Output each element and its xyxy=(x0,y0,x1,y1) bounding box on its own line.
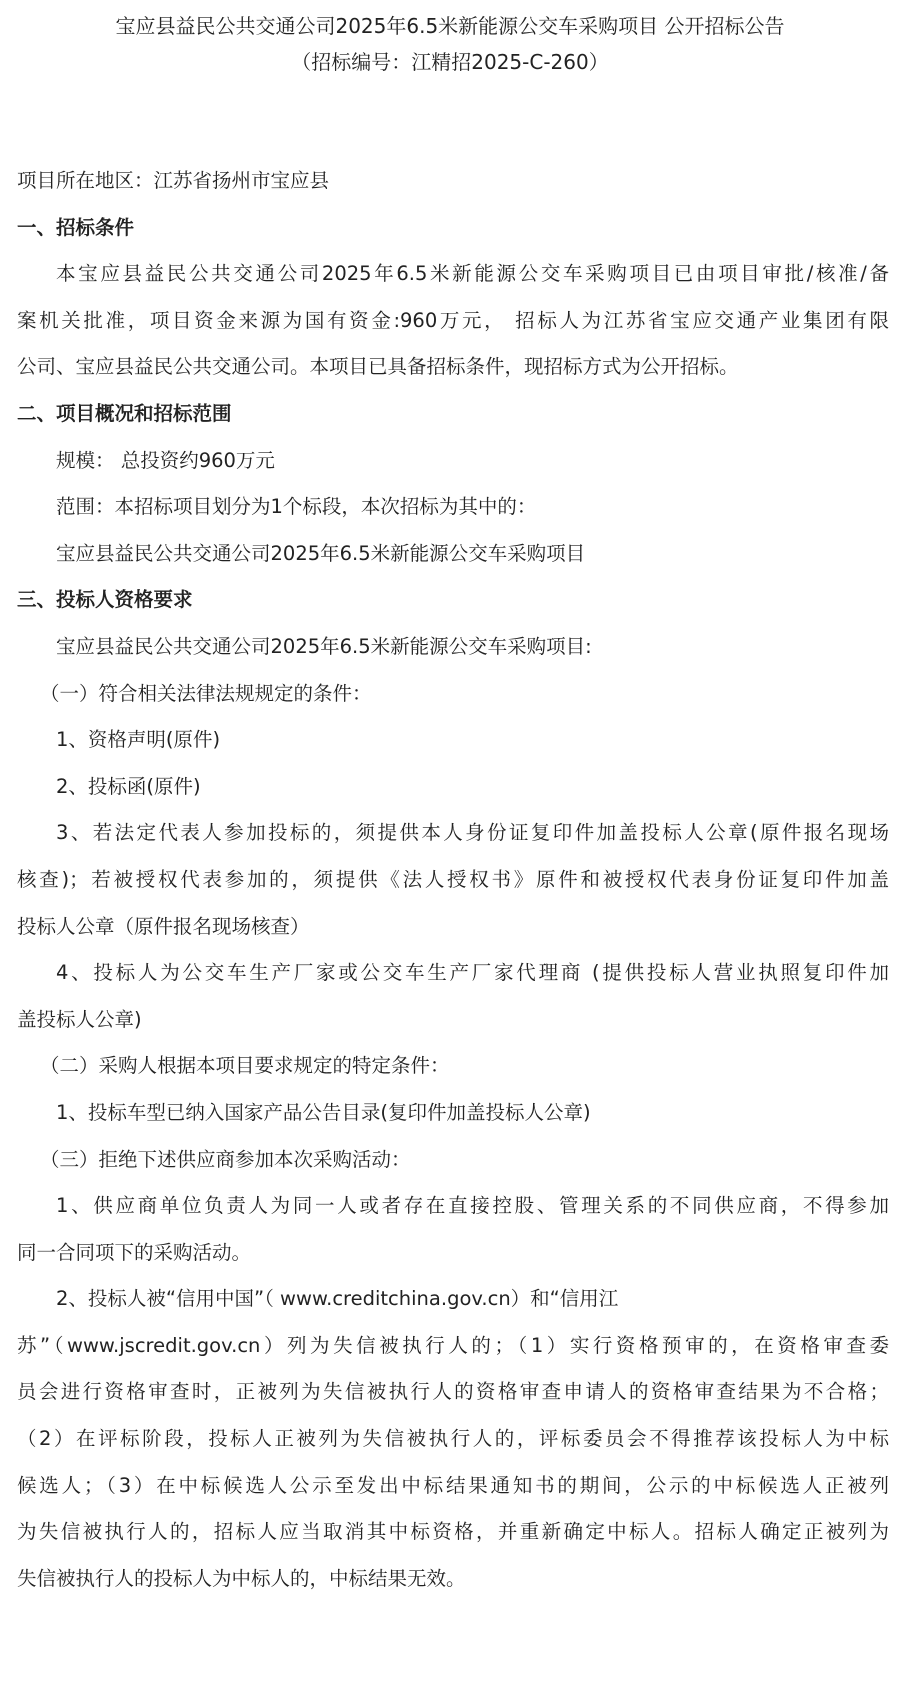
section1-heading: 一、招标条件 xyxy=(17,216,135,239)
section3-sub3-item2-line: 员会进行资格审查时，正被列为失信被执行人的资格审查申请人的资格审查结果为不合格； xyxy=(17,1380,889,1403)
section3-item2: 2、投标函(原件) xyxy=(56,775,201,798)
section1-para-line: 公司、宝应县益民公共交通公司。本项目已具备招标条件，现招标方式为公开招标。 xyxy=(17,355,739,378)
section3-sub3-item1-line: 同一合同项下的采购活动。 xyxy=(17,1241,252,1264)
section3-item1: 1、资格声明(原件) xyxy=(56,728,221,751)
section3-sub2-item1: 1、投标车型已纳入国家产品公告目录(复印件加盖投标人公章) xyxy=(56,1101,591,1124)
bid-number: （招标编号：江精招2025-C-260） xyxy=(291,50,609,74)
section3-item3-line: 3、若法定代表人参加投标的，须提供本人身份证复印件加盖投标人公章(原件报名现场 xyxy=(56,821,889,844)
section2-scope: 范围：本招标项目划分为1个标段，本次招标为其中的： xyxy=(56,495,537,518)
section3-project: 宝应县益民公共交通公司2025年6.5米新能源公交车采购项目: xyxy=(56,635,592,658)
section2-scale: 规模： 总投资约960万元 xyxy=(56,449,275,472)
section3-sub3-item2-line: 苏”（www.jscredit.gov.cn）列为失信被执行人的；（1）实行资格预审的，在资格审查委 xyxy=(17,1334,889,1357)
section3-item3-line: 投标人公章（原件报名现场核查） xyxy=(17,915,310,938)
section3-heading: 三、投标人资格要求 xyxy=(17,588,193,611)
section3-sub2: （二）采购人根据本项目要求规定的特定条件： xyxy=(40,1054,450,1077)
section3-item3-line: 核查)；若被授权代表参加的，须提供《法人授权书》原件和被授权代表身份证复印件加盖 xyxy=(17,868,889,891)
project-region: 项目所在地区：江苏省扬州市宝应县 xyxy=(17,169,330,192)
section1-para-line: 案机关批准，项目资金来源为国有资金:960万元， 招标人为江苏省宝应交通产业集团有限 xyxy=(17,309,889,332)
section3-sub3-item2-line: 候选人；（3）在中标候选人公示至发出中标结果通知书的期间，公示的中标候选人正被列 xyxy=(17,1474,889,1497)
section3-sub1: （一）符合相关法律法规规定的条件： xyxy=(40,682,372,705)
section3-sub3-item2-line: 失信被执行人的投标人为中标人的，中标结果无效。 xyxy=(17,1567,466,1590)
section3-sub3: （三）拒绝下述供应商参加本次采购活动： xyxy=(40,1148,411,1171)
section2-lot: 宝应县益民公共交通公司2025年6.5米新能源公交车采购项目 xyxy=(56,542,586,565)
section3-sub3-item2-line: 为失信被执行人的，招标人应当取消其中标资格，并重新确定中标人。招标人确定正被列为 xyxy=(17,1520,889,1543)
section3-item4-line: 4、投标人为公交车生产厂家或公交车生产厂家代理商 (提供投标人营业执照复印件加 xyxy=(56,961,889,984)
section1-para-line: 本宝应县益民公共交通公司2025年6.5米新能源公交车采购项目已由项目审批/核准/备 xyxy=(56,262,889,285)
section3-sub3-item2-line: 2、投标人被“信用中国”（ www.creditchina.gov.cn）和“信用江 xyxy=(56,1287,619,1310)
document-title: 宝应县益民公共交通公司2025年6.5米新能源公交车采购项目 公开招标公告 xyxy=(115,14,785,38)
section3-sub3-item2-line: （2）在评标阶段，投标人正被列为失信被执行人的，评标委员会不得推荐该投标人为中标 xyxy=(17,1427,889,1450)
section3-item4-line: 盖投标人公章) xyxy=(17,1008,142,1031)
section3-sub3-item1-line: 1、供应商单位负责人为同一人或者存在直接控股、管理关系的不同供应商，不得参加 xyxy=(56,1194,889,1217)
section2-heading: 二、项目概况和招标范围 xyxy=(17,402,232,425)
